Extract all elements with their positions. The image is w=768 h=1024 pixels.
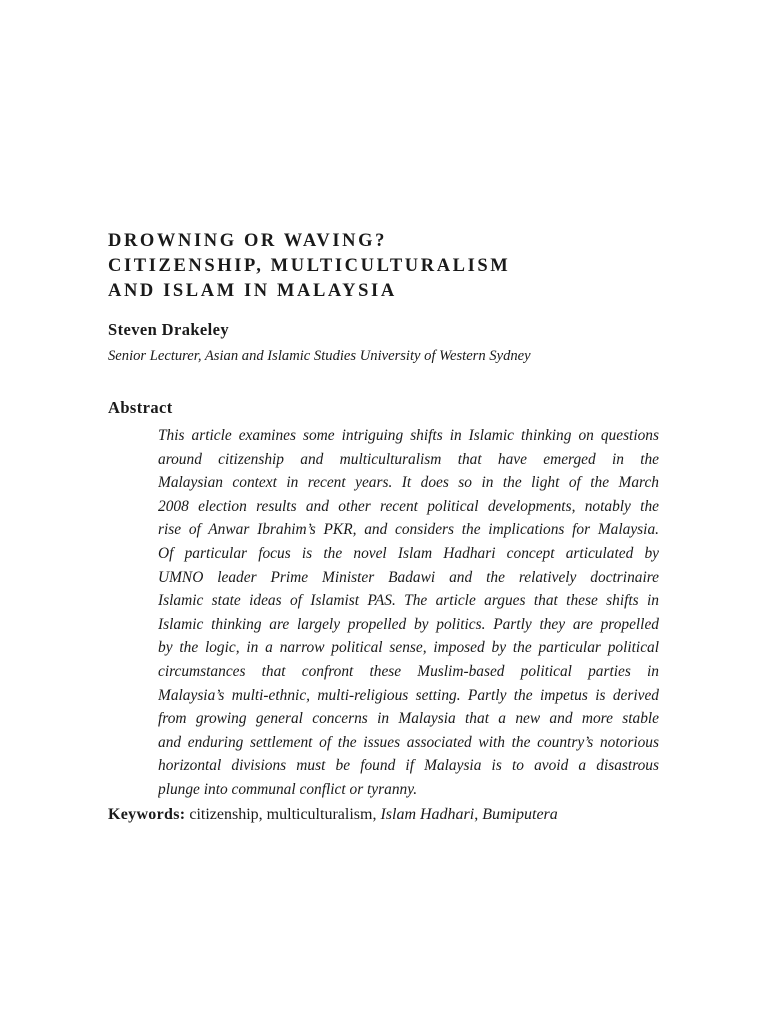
abstract-line: This article examines some intriguing shifts in Islamic thinking on questions <box>158 427 659 444</box>
keyword-separator: , <box>258 806 267 823</box>
abstract-line: rise of Anwar Ibrahim’s PKR, and considers the implications for Malaysia. <box>158 521 659 539</box>
keywords <box>108 806 668 824</box>
abstract-line: and enduring settlement of the issues associated with the country’s notorious <box>158 733 659 751</box>
abstract-line: Islamic thinking are largely propelled by politics. Partly they are propelled <box>158 615 659 633</box>
abstract-heading: Abstract <box>108 398 173 417</box>
abstract-line: plunge into communal conflict or tyranny. <box>158 780 418 798</box>
title-line: AND ISLAM IN MALAYSIA <box>108 281 397 301</box>
keyword: Islam Hadhari <box>380 806 475 823</box>
abstract-line: Islamic state ideas of Islamist PAS. The article argues that these shifts in <box>158 592 659 610</box>
keywords-label: Keywords: <box>108 806 186 823</box>
author-name: Steven Drakeley <box>108 320 230 339</box>
abstract-line: Of particular focus is the novel Islam Hadhari concept articulated by <box>158 544 659 562</box>
abstract-body <box>158 424 659 802</box>
keyword: multiculturalism <box>266 806 373 823</box>
keyword-separator: , <box>474 806 483 823</box>
abstract-line: horizontal divisions must be found if Malaysia is to avoid a disastrous <box>158 757 659 775</box>
abstract-line: from growing general concerns in Malaysia that a new and more stable <box>158 710 659 728</box>
keyword: citizenship <box>189 806 259 823</box>
abstract-line: by the logic, in a narrow political sense, imposed by the particular political <box>158 639 659 657</box>
keyword: Bumiputera <box>482 806 558 823</box>
abstract-line: UMNO leader Prime Minister Badawi and the relatively doctrinaire <box>158 568 659 586</box>
title-line: CITIZENSHIP, MULTICULTURALISM <box>108 256 511 276</box>
keyword-separator: , <box>372 806 381 823</box>
abstract-line: circumstances that confront these Muslim-based political parties in <box>158 662 659 680</box>
abstract-line: 2008 election results and other recent political developments, notably the <box>158 497 659 515</box>
abstract-line: Malaysia’s multi-ethnic, multi-religious setting. Partly the impetus is derived <box>158 686 659 704</box>
title-line: DROWNING OR WAVING? <box>108 231 387 251</box>
article-title <box>108 229 668 304</box>
abstract-line: around citizenship and multiculturalism that have emerged in the <box>158 450 659 468</box>
abstract-line: Malaysian context in recent years. It does so in the light of the March <box>158 474 659 492</box>
author-affiliation: Senior Lecturer, Asian and Islamic Studies University of Western Sydney <box>108 348 531 364</box>
